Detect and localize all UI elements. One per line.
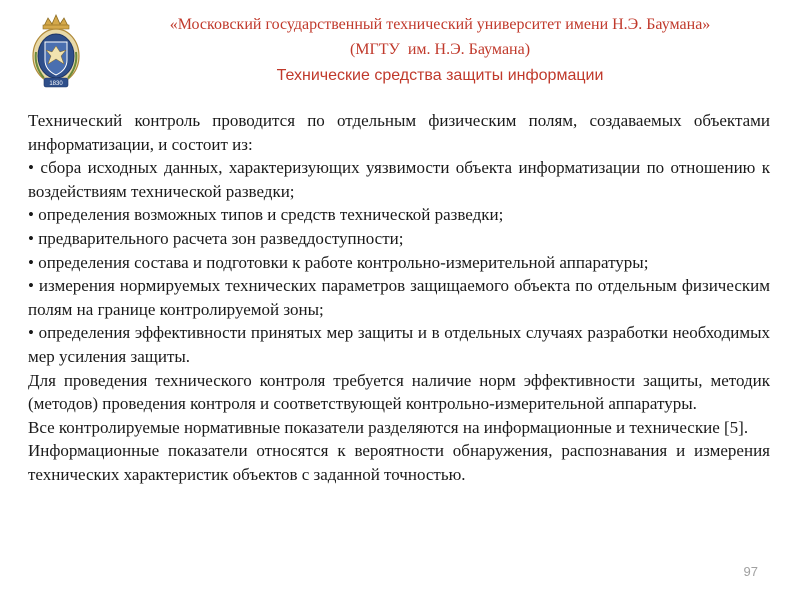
page-number: 97 — [743, 564, 758, 579]
paragraph-intro: Технический контроль проводится по отдельным физическим полям, создаваемых объектами информатизации, и состоит из: — [28, 111, 770, 154]
university-emblem-icon — [30, 12, 82, 90]
paragraph-indicators: Все контролируемые нормативные показатели разделяются на информационные и технические [5]. — [28, 417, 749, 437]
course-title: Технические средства защиты информации — [276, 67, 604, 84]
bullet-item: • предварительного расчета зон разведдоступности; — [28, 228, 404, 248]
bullet-item: • определения состава и подготовки к работе контрольно-измерительной аппаратуры; — [28, 252, 649, 272]
paragraph-requirements: Для проведения технического контроля требуется наличие норм эффективности защиты, методик (методов) проведения контроля и соответствующей контрольно-измерительной аппаратуры. — [28, 370, 770, 414]
bullet-item: • определения эффективности принятых мер защиты и в отдельных случаях разработки необходимых мер усиления защиты. — [28, 323, 770, 366]
university-name: «Московский государственный технический университет имени Н.Э. Баумана» — [169, 16, 711, 33]
paragraph-information-indicators: Информационные показатели относятся к вероятности обнаружения, распознавания и измерения технических характеристик объектов с заданной точностью. — [28, 441, 770, 484]
bullet-item: • сбора исходных данных, характеризующих уязвимости объекта информатизации по отношению к воздействиям технической разведки; — [28, 158, 770, 201]
bullet-item: • определения возможных типов и средств технической разведки; — [28, 205, 504, 225]
bullet-item: • измерения нормируемых технических параметров защищаемого объекта по отдельным физическим полям на границе контролируемой зоны; — [28, 276, 770, 319]
emblem-year: 1830 — [49, 81, 63, 87]
slide-body — [28, 109, 770, 487]
university-abbreviation: (МГТУ им. Н.Э. Баумана) — [349, 41, 531, 58]
